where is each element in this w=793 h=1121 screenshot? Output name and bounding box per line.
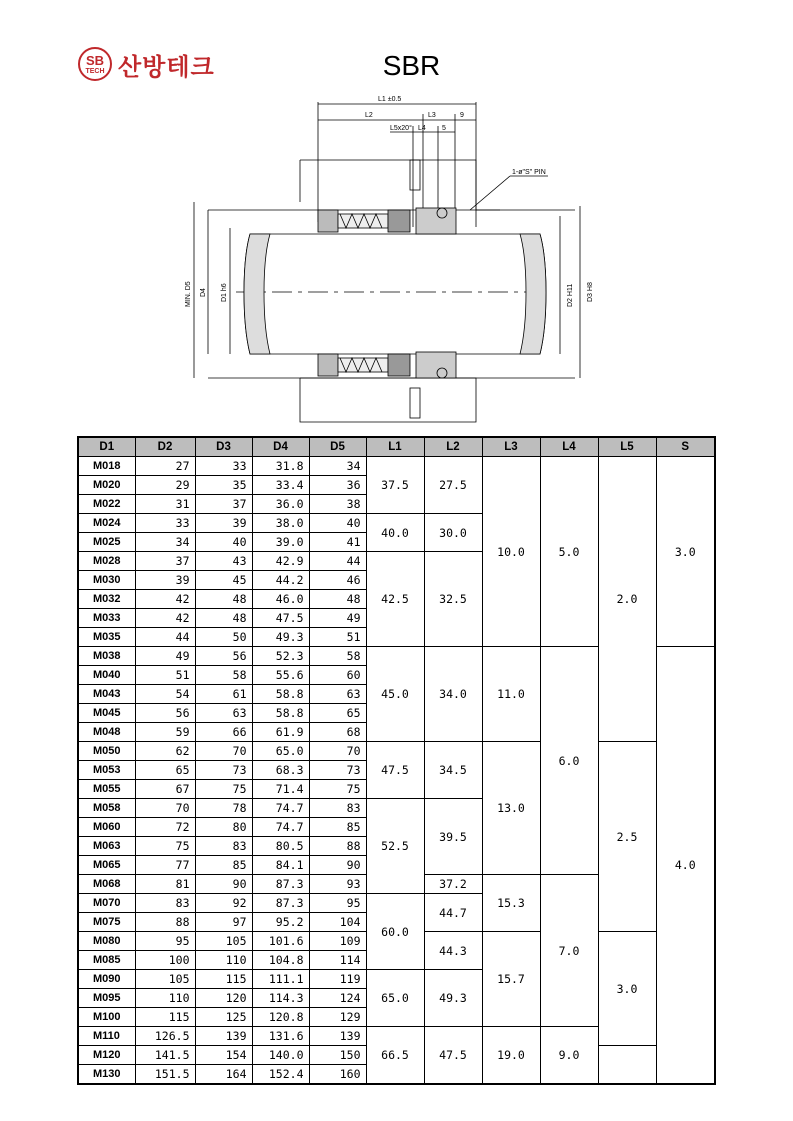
header-d4: D4 <box>252 437 309 457</box>
cell-d2: 44 <box>135 628 195 647</box>
cell-d3: 61 <box>195 685 252 704</box>
cell-d5: 46 <box>309 571 366 590</box>
cell-d2: 29 <box>135 476 195 495</box>
cell-d1: M020 <box>78 476 135 495</box>
cell-d1: M100 <box>78 1008 135 1027</box>
cell-d5: 93 <box>309 875 366 894</box>
cell-l5: 2.5 <box>598 742 656 932</box>
seal-cross-section-svg <box>180 92 600 426</box>
seal-face-top <box>388 210 410 232</box>
header-l2: L2 <box>424 437 482 457</box>
cell-l1: 40.0 <box>366 514 424 552</box>
dim-5-label: 5 <box>442 125 446 132</box>
cell-l5: 3.0 <box>598 932 656 1046</box>
cell-l1: 52.5 <box>366 799 424 894</box>
cell-d5: 160 <box>309 1065 366 1085</box>
cell-d5: 139 <box>309 1027 366 1046</box>
cell-d5: 36 <box>309 476 366 495</box>
cell-l4: 9.0 <box>540 1027 598 1085</box>
cell-l4: 7.0 <box>540 875 598 1027</box>
cell-d3: 39 <box>195 514 252 533</box>
cell-d2: 42 <box>135 609 195 628</box>
cell-d2: 141.5 <box>135 1046 195 1065</box>
cell-d2: 126.5 <box>135 1027 195 1046</box>
cell-d5: 85 <box>309 818 366 837</box>
cell-l2: 49.3 <box>424 970 482 1027</box>
cell-d3: 37 <box>195 495 252 514</box>
cell-d1: M045 <box>78 704 135 723</box>
dim-9-label: 9 <box>460 112 464 119</box>
cell-d2: 49 <box>135 647 195 666</box>
cell-d2: 70 <box>135 799 195 818</box>
cell-l2: 34.5 <box>424 742 482 799</box>
cell-d4: 31.8 <box>252 457 309 476</box>
cell-d2: 81 <box>135 875 195 894</box>
cell-d3: 48 <box>195 590 252 609</box>
cell-d3: 120 <box>195 989 252 1008</box>
cell-d1: M050 <box>78 742 135 761</box>
cell-d4: 52.3 <box>252 647 309 666</box>
cell-d4: 80.5 <box>252 837 309 856</box>
cell-d3: 80 <box>195 818 252 837</box>
cell-d3: 45 <box>195 571 252 590</box>
cell-l1: 47.5 <box>366 742 424 799</box>
seal-drawing <box>180 92 600 426</box>
cell-d3: 85 <box>195 856 252 875</box>
cell-d3: 97 <box>195 913 252 932</box>
cell-d1: M130 <box>78 1065 135 1085</box>
page-title: SBR <box>382 50 441 81</box>
d2-label: D2 H11 <box>567 283 574 307</box>
cell-d4: 36.0 <box>252 495 309 514</box>
cell-d1: M048 <box>78 723 135 742</box>
logo-company-name: 산방테크 <box>118 52 215 81</box>
cell-d5: 75 <box>309 780 366 799</box>
cell-l3: 15.3 <box>482 875 540 932</box>
cell-d1: M018 <box>78 457 135 476</box>
cell-d1: M030 <box>78 571 135 590</box>
cell-d4: 68.3 <box>252 761 309 780</box>
seal-collar-bottom <box>318 354 338 376</box>
cell-d3: 90 <box>195 875 252 894</box>
table-row <box>78 457 715 476</box>
cell-l2: 39.5 <box>424 799 482 875</box>
cell-d5: 49 <box>309 609 366 628</box>
cell-d4: 42.9 <box>252 552 309 571</box>
cell-d2: 72 <box>135 818 195 837</box>
cell-d3: 66 <box>195 723 252 742</box>
cell-d3: 110 <box>195 951 252 970</box>
cell-d3: 154 <box>195 1046 252 1065</box>
dim-l4-label: L4 <box>418 125 426 132</box>
cell-d1: M058 <box>78 799 135 818</box>
cell-d1: M063 <box>78 837 135 856</box>
cell-l3: 19.0 <box>482 1027 540 1085</box>
header-l5: L5 <box>598 437 656 457</box>
cell-d4: 95.2 <box>252 913 309 932</box>
cell-d3: 48 <box>195 609 252 628</box>
cell-d4: 39.0 <box>252 533 309 552</box>
cell-d1: M080 <box>78 932 135 951</box>
cell-d1: M033 <box>78 609 135 628</box>
cell-d4: 58.8 <box>252 685 309 704</box>
cell-d4: 58.8 <box>252 704 309 723</box>
cell-d1: M038 <box>78 647 135 666</box>
cell-d5: 124 <box>309 989 366 1008</box>
cell-d3: 139 <box>195 1027 252 1046</box>
cell-l2: 32.5 <box>424 552 482 647</box>
cell-d2: 77 <box>135 856 195 875</box>
table-header-row <box>78 437 715 457</box>
housing-notch-top <box>410 160 420 190</box>
cell-d5: 90 <box>309 856 366 875</box>
cell-d3: 164 <box>195 1065 252 1085</box>
shaft-break-right <box>520 234 546 354</box>
cell-l4: 5.0 <box>540 457 598 647</box>
seal-collar-top <box>318 210 338 232</box>
cell-d1: M065 <box>78 856 135 875</box>
cell-d1: M043 <box>78 685 135 704</box>
header-d5: D5 <box>309 437 366 457</box>
cell-d2: 75 <box>135 837 195 856</box>
cell-d3: 75 <box>195 780 252 799</box>
cell-l2: 27.5 <box>424 457 482 514</box>
dim-l1-label: L1 ±0.5 <box>378 96 402 103</box>
cell-d4: 87.3 <box>252 894 309 913</box>
cell-d4: 104.8 <box>252 951 309 970</box>
cell-d1: M053 <box>78 761 135 780</box>
cell-d2: 151.5 <box>135 1065 195 1085</box>
cell-l5 <box>598 1046 656 1085</box>
cell-d2: 95 <box>135 932 195 951</box>
min-d5-label: MIN. D5 <box>185 281 192 307</box>
cell-d3: 70 <box>195 742 252 761</box>
cell-d5: 70 <box>309 742 366 761</box>
cell-l1: 45.0 <box>366 647 424 742</box>
cell-d5: 41 <box>309 533 366 552</box>
dimension-table <box>77 436 716 1085</box>
cell-d4: 44.2 <box>252 571 309 590</box>
cell-d3: 43 <box>195 552 252 571</box>
cell-d2: 59 <box>135 723 195 742</box>
d3-label: D3 H8 <box>587 282 594 302</box>
cell-l3: 10.0 <box>482 457 540 647</box>
cell-d1: M070 <box>78 894 135 913</box>
cell-d1: M110 <box>78 1027 135 1046</box>
cell-l4: 6.0 <box>540 647 598 875</box>
cell-d1: M032 <box>78 590 135 609</box>
cell-d1: M028 <box>78 552 135 571</box>
cell-l2: 34.0 <box>424 647 482 742</box>
cell-l2: 37.2 <box>424 875 482 894</box>
header-d3: D3 <box>195 437 252 457</box>
cell-d2: 56 <box>135 704 195 723</box>
cell-d3: 73 <box>195 761 252 780</box>
cell-d4: 49.3 <box>252 628 309 647</box>
cell-d5: 60 <box>309 666 366 685</box>
cell-d5: 63 <box>309 685 366 704</box>
cell-l5: 2.0 <box>598 457 656 742</box>
cell-d3: 50 <box>195 628 252 647</box>
cell-d3: 115 <box>195 970 252 989</box>
cell-d1: M040 <box>78 666 135 685</box>
cell-d3: 40 <box>195 533 252 552</box>
cell-d1: M022 <box>78 495 135 514</box>
cell-s: 3.0 <box>656 457 715 647</box>
cell-d4: 111.1 <box>252 970 309 989</box>
cell-d4: 61.9 <box>252 723 309 742</box>
cell-d3: 83 <box>195 837 252 856</box>
cell-d5: 109 <box>309 932 366 951</box>
cell-d2: 54 <box>135 685 195 704</box>
cell-d5: 48 <box>309 590 366 609</box>
dim-l3-label: L3 <box>428 112 436 119</box>
shaft-break-left <box>244 234 270 354</box>
cell-d2: 34 <box>135 533 195 552</box>
page-title-wrap <box>0 50 793 82</box>
header-s: S <box>656 437 715 457</box>
cell-l3: 13.0 <box>482 742 540 875</box>
cell-l2: 30.0 <box>424 514 482 552</box>
seal-face-bottom <box>388 354 410 376</box>
cell-d2: 88 <box>135 913 195 932</box>
cell-d2: 51 <box>135 666 195 685</box>
cell-d4: 74.7 <box>252 818 309 837</box>
cell-d5: 83 <box>309 799 366 818</box>
cell-l1: 42.5 <box>366 552 424 647</box>
cell-d5: 58 <box>309 647 366 666</box>
cell-d5: 95 <box>309 894 366 913</box>
stationary-seat-top <box>416 208 456 234</box>
cell-d5: 119 <box>309 970 366 989</box>
header-d2: D2 <box>135 437 195 457</box>
cell-l2: 44.7 <box>424 894 482 932</box>
cell-d3: 125 <box>195 1008 252 1027</box>
cell-d3: 105 <box>195 932 252 951</box>
header-d1: D1 <box>78 437 135 457</box>
cell-l2: 47.5 <box>424 1027 482 1085</box>
cell-d2: 33 <box>135 514 195 533</box>
cell-d5: 114 <box>309 951 366 970</box>
housing-top-outline <box>300 160 500 210</box>
cell-d4: 84.1 <box>252 856 309 875</box>
logo-badge-bottom: TECH <box>85 67 105 75</box>
cell-d3: 78 <box>195 799 252 818</box>
cell-l2: 44.3 <box>424 932 482 970</box>
cell-d4: 114.3 <box>252 989 309 1008</box>
cell-d5: 68 <box>309 723 366 742</box>
cell-l1: 37.5 <box>366 457 424 514</box>
cell-d1: M060 <box>78 818 135 837</box>
cell-d2: 62 <box>135 742 195 761</box>
cell-d1: M095 <box>78 989 135 1008</box>
logo-badge-top: SB <box>85 52 105 68</box>
cell-d2: 110 <box>135 989 195 1008</box>
housing-bottom-outline <box>300 378 476 422</box>
dim-l2-label: L2 <box>365 112 373 119</box>
cell-d3: 58 <box>195 666 252 685</box>
cell-d4: 33.4 <box>252 476 309 495</box>
cell-d1: M068 <box>78 875 135 894</box>
header-l1: L1 <box>366 437 424 457</box>
cell-d5: 44 <box>309 552 366 571</box>
cell-d4: 152.4 <box>252 1065 309 1085</box>
d1-label: D1 h6 <box>221 283 228 302</box>
cell-l1: 66.5 <box>366 1027 424 1085</box>
cell-d2: 83 <box>135 894 195 913</box>
cell-d1: M035 <box>78 628 135 647</box>
header-l3: L3 <box>482 437 540 457</box>
cell-d4: 55.6 <box>252 666 309 685</box>
dim-l5-label: L5x20° <box>390 125 412 132</box>
cell-d5: 129 <box>309 1008 366 1027</box>
cell-d1: M055 <box>78 780 135 799</box>
cell-l3: 11.0 <box>482 647 540 742</box>
cell-d5: 34 <box>309 457 366 476</box>
table-body <box>78 457 715 1085</box>
cell-d2: 115 <box>135 1008 195 1027</box>
cell-s: 4.0 <box>656 647 715 1085</box>
stationary-seat-bottom <box>416 352 456 378</box>
cell-d1: M075 <box>78 913 135 932</box>
cell-d4: 101.6 <box>252 932 309 951</box>
cell-l3: 15.7 <box>482 932 540 1027</box>
cell-d4: 46.0 <box>252 590 309 609</box>
cell-d3: 33 <box>195 457 252 476</box>
cell-d4: 131.6 <box>252 1027 309 1046</box>
cell-d5: 104 <box>309 913 366 932</box>
shaft-outline <box>244 234 546 354</box>
cell-d5: 88 <box>309 837 366 856</box>
cell-d5: 150 <box>309 1046 366 1065</box>
cell-d4: 120.8 <box>252 1008 309 1027</box>
cell-d3: 35 <box>195 476 252 495</box>
cell-d2: 31 <box>135 495 195 514</box>
d4-label: D4 <box>200 288 207 297</box>
cell-d5: 65 <box>309 704 366 723</box>
cell-d2: 39 <box>135 571 195 590</box>
cell-d5: 73 <box>309 761 366 780</box>
cell-d1: M120 <box>78 1046 135 1065</box>
cell-d2: 37 <box>135 552 195 571</box>
cell-d4: 47.5 <box>252 609 309 628</box>
cell-d1: M024 <box>78 514 135 533</box>
housing-notch-bottom <box>410 388 420 418</box>
cell-d3: 92 <box>195 894 252 913</box>
cell-l1: 60.0 <box>366 894 424 970</box>
cell-d2: 100 <box>135 951 195 970</box>
cell-d5: 40 <box>309 514 366 533</box>
cell-d2: 27 <box>135 457 195 476</box>
header-l4: L4 <box>540 437 598 457</box>
cell-d2: 67 <box>135 780 195 799</box>
table-row <box>78 742 715 761</box>
cell-d5: 38 <box>309 495 366 514</box>
cell-l1: 65.0 <box>366 970 424 1027</box>
cell-d1: M085 <box>78 951 135 970</box>
pin-note-label: 1-ø"S" PIN <box>512 169 546 176</box>
cell-d3: 56 <box>195 647 252 666</box>
cell-d2: 65 <box>135 761 195 780</box>
cell-d4: 87.3 <box>252 875 309 894</box>
cell-d2: 105 <box>135 970 195 989</box>
cell-d4: 74.7 <box>252 799 309 818</box>
cell-d2: 42 <box>135 590 195 609</box>
cell-d4: 65.0 <box>252 742 309 761</box>
cell-d1: M025 <box>78 533 135 552</box>
cell-d4: 71.4 <box>252 780 309 799</box>
cell-d4: 38.0 <box>252 514 309 533</box>
cell-d4: 140.0 <box>252 1046 309 1065</box>
cell-d3: 63 <box>195 704 252 723</box>
cell-d5: 51 <box>309 628 366 647</box>
cell-d1: M090 <box>78 970 135 989</box>
